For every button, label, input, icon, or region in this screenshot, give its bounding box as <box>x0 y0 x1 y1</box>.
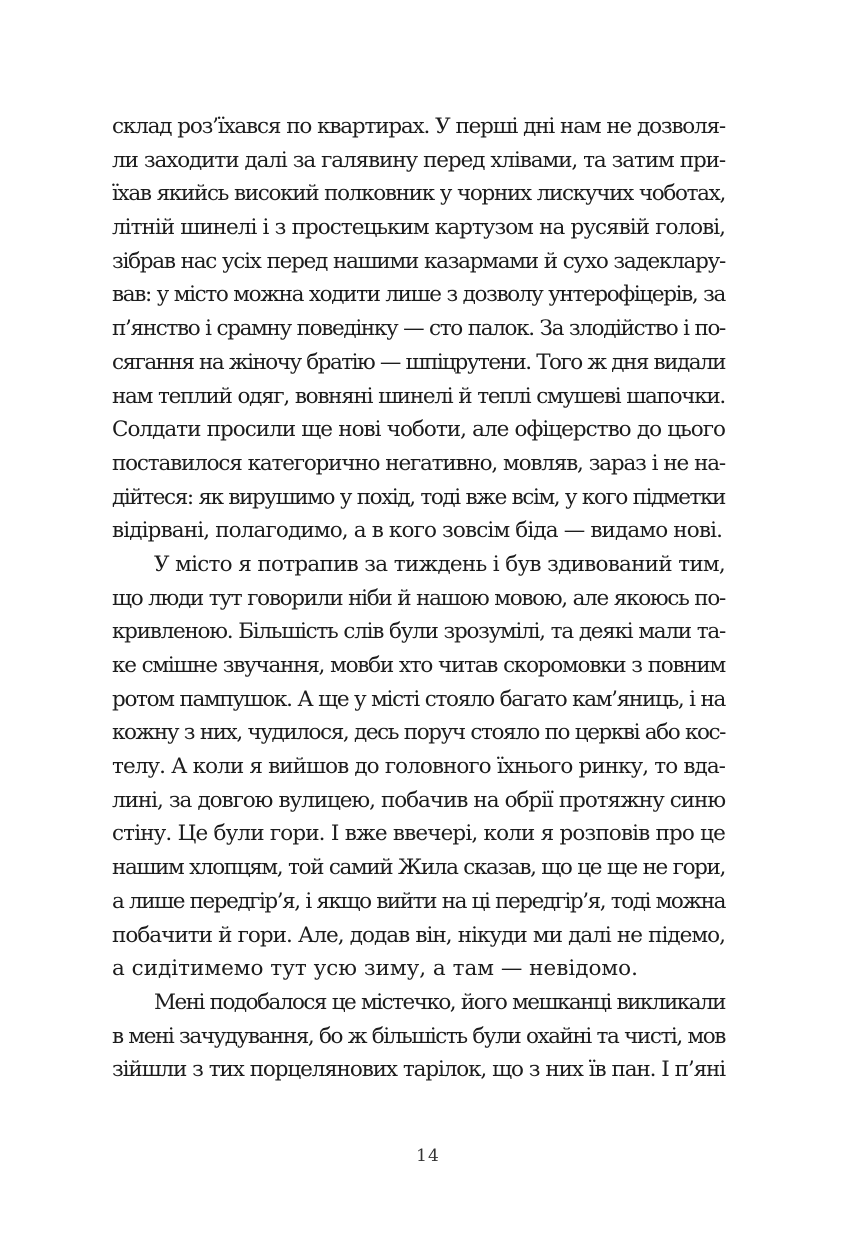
page-number: 14 <box>416 1146 440 1166</box>
paragraph-3 <box>112 986 725 1087</box>
text-line: ли заходити далі за галявину перед хлівами, та затим при- <box>112 147 725 173</box>
text-line: відірвані, полагодимо, а в кого зовсім біда — видамо нові. <box>112 518 723 544</box>
text-line: нам теплий одяг, вовняні шинелі й теплі смушеві шапочки. <box>112 383 725 409</box>
text-line: що люди тут говорили ніби й нашою мовою, але якоюсь по- <box>112 585 725 611</box>
text-line: літній шинелі і з простецьким картузом на русявій голові, <box>112 215 725 241</box>
text-line: кожну з них, чудилося, десь поруч стояло по церкві або кос- <box>112 720 725 746</box>
text-line: зібрав нас усіх перед нашими казармами й сухо задеклару- <box>112 248 725 274</box>
text-line: Солдати просили ще нові чоботи, але офіцерство до цього <box>112 417 725 443</box>
text-line: а сидітимемо тут усю зиму, а там — невідомо. <box>112 956 638 982</box>
text-line: зійшли з тих порцелянових тарілок, що з них їв пан. І п’яні <box>112 1057 725 1083</box>
text-line: ротом пампушок. А ще у місті стояло багато кам’яниць, і на <box>112 686 725 712</box>
text-line: їхав якийсь високий полковник у чорних лискучих чоботах, <box>112 181 725 207</box>
text-line: сягання на жіночу братію — шпіцрутени. Того ж дня видали <box>112 349 725 375</box>
text-line: дійтеся: як вирушимо у похід, тоді вже всім, у кого підметки <box>112 484 725 510</box>
text-line: вав: у місто можна ходити лише з дозволу унтерофіцерів, за <box>112 282 725 308</box>
text-line: склад роз’їхався по квартирах. У перші дні нам не дозволя- <box>112 114 725 139</box>
text-line: ке смішне звучання, мовби хто читав скоромовки з повним <box>112 653 725 678</box>
text-line: побачити й гори. Але, додав він, нікуди ми далі не підемо, <box>112 922 725 948</box>
text-line: в мені зачудування, бо ж більшість були охайні та чисті, мов <box>112 1023 725 1049</box>
text-line: нашим хлопцям, той самий Жила сказав, що це ще не гори, <box>112 855 725 881</box>
text-line: п’янство і срамну поведінку — сто палок. За злодійство і по- <box>112 316 725 342</box>
text-line: кривленою. Більшість слів були зрозумілі, та деякі мали та- <box>112 619 725 645</box>
paragraph-1 <box>112 110 725 548</box>
paragraph-2 <box>112 548 725 986</box>
body-text <box>112 110 725 1087</box>
text-line: стіну. Це були гори. І вже ввечері, коли я розповів про це <box>112 821 725 847</box>
text-line: лині, за довгою вулицею, побачив на обрії протяжну синю <box>112 787 725 813</box>
text-line: телу. А коли я вийшов до головного їхнього ринку, то вда- <box>112 754 725 780</box>
text-line: У місто я потрапив за тиждень і був здивований тим, <box>154 551 725 577</box>
text-line: Мені подобалося це містечко, його мешканці викликали <box>154 989 725 1015</box>
text-line: а лише передгір’я, і якщо вийти на ці передгір’я, тоді можна <box>112 888 725 914</box>
text-line: поставилося категорично негативно, мовляв, зараз і не на- <box>112 450 725 476</box>
